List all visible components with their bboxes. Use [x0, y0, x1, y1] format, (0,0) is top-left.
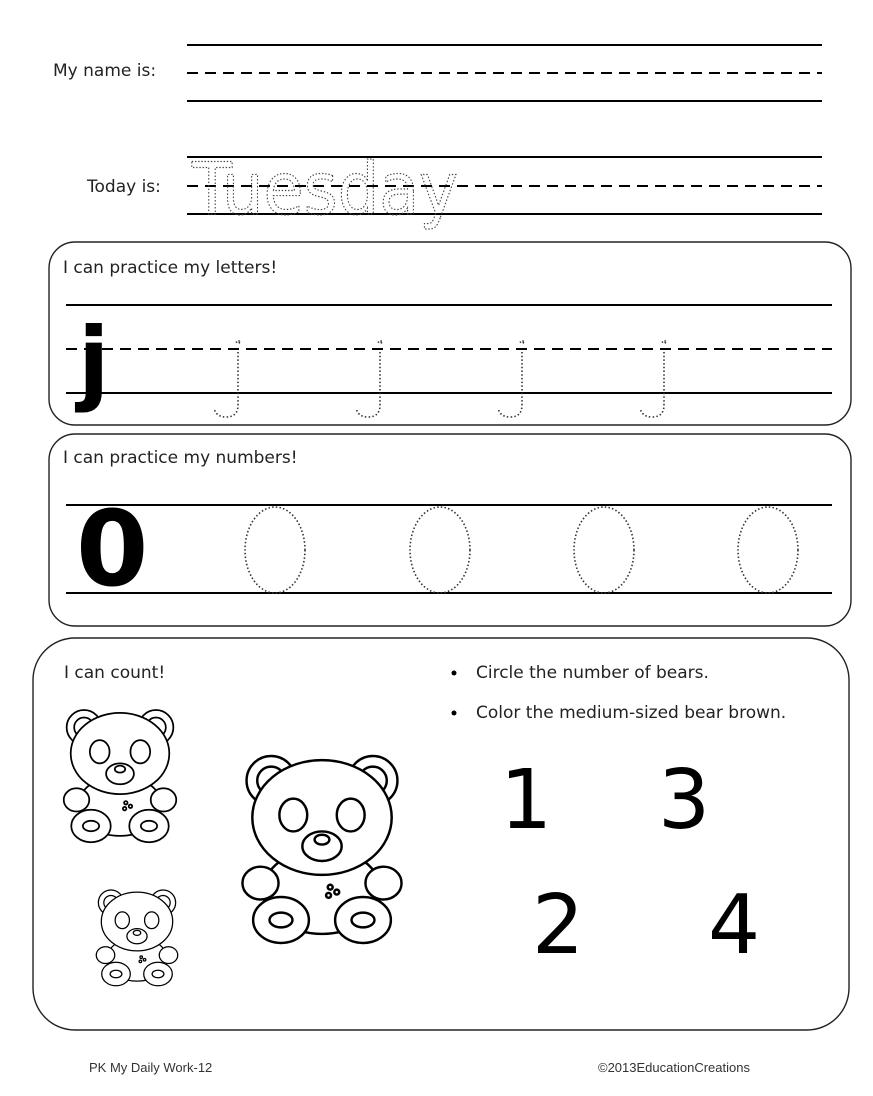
bullet-icon: [452, 711, 457, 716]
traceable-date-word: Tuesday: [191, 147, 458, 231]
model-number: 0: [76, 488, 149, 610]
footer-page-id: PK My Daily Work-12: [89, 1060, 213, 1075]
traceable-letters[interactable]: [214, 341, 666, 418]
answer-choice-3[interactable]: 3: [658, 753, 711, 848]
traceable-numbers[interactable]: [245, 507, 798, 593]
counting-title: I can count!: [64, 663, 166, 683]
answer-choice-4[interactable]: 4: [708, 878, 761, 973]
bullet-icon: [452, 671, 457, 676]
bear-large[interactable]: [242, 756, 401, 943]
date-label: Today is:: [87, 177, 161, 197]
name-label: My name is:: [53, 61, 157, 81]
footer-copyright: ©2013EducationCreations: [598, 1060, 750, 1075]
answer-choice-2[interactable]: 2: [532, 878, 585, 973]
numbers-title: I can practice my numbers!: [63, 448, 298, 468]
bear-small-top[interactable]: [64, 710, 177, 842]
letters-title: I can practice my letters!: [63, 258, 278, 278]
instruction-circle: Circle the number of bears.: [476, 663, 709, 683]
model-letter: j: [78, 308, 110, 415]
instruction-color: Color the medium-sized bear brown.: [476, 703, 787, 723]
name-writing-lines[interactable]: [187, 45, 822, 101]
bear-small-bottom[interactable]: [96, 890, 177, 986]
answer-choice-1[interactable]: 1: [500, 753, 553, 848]
